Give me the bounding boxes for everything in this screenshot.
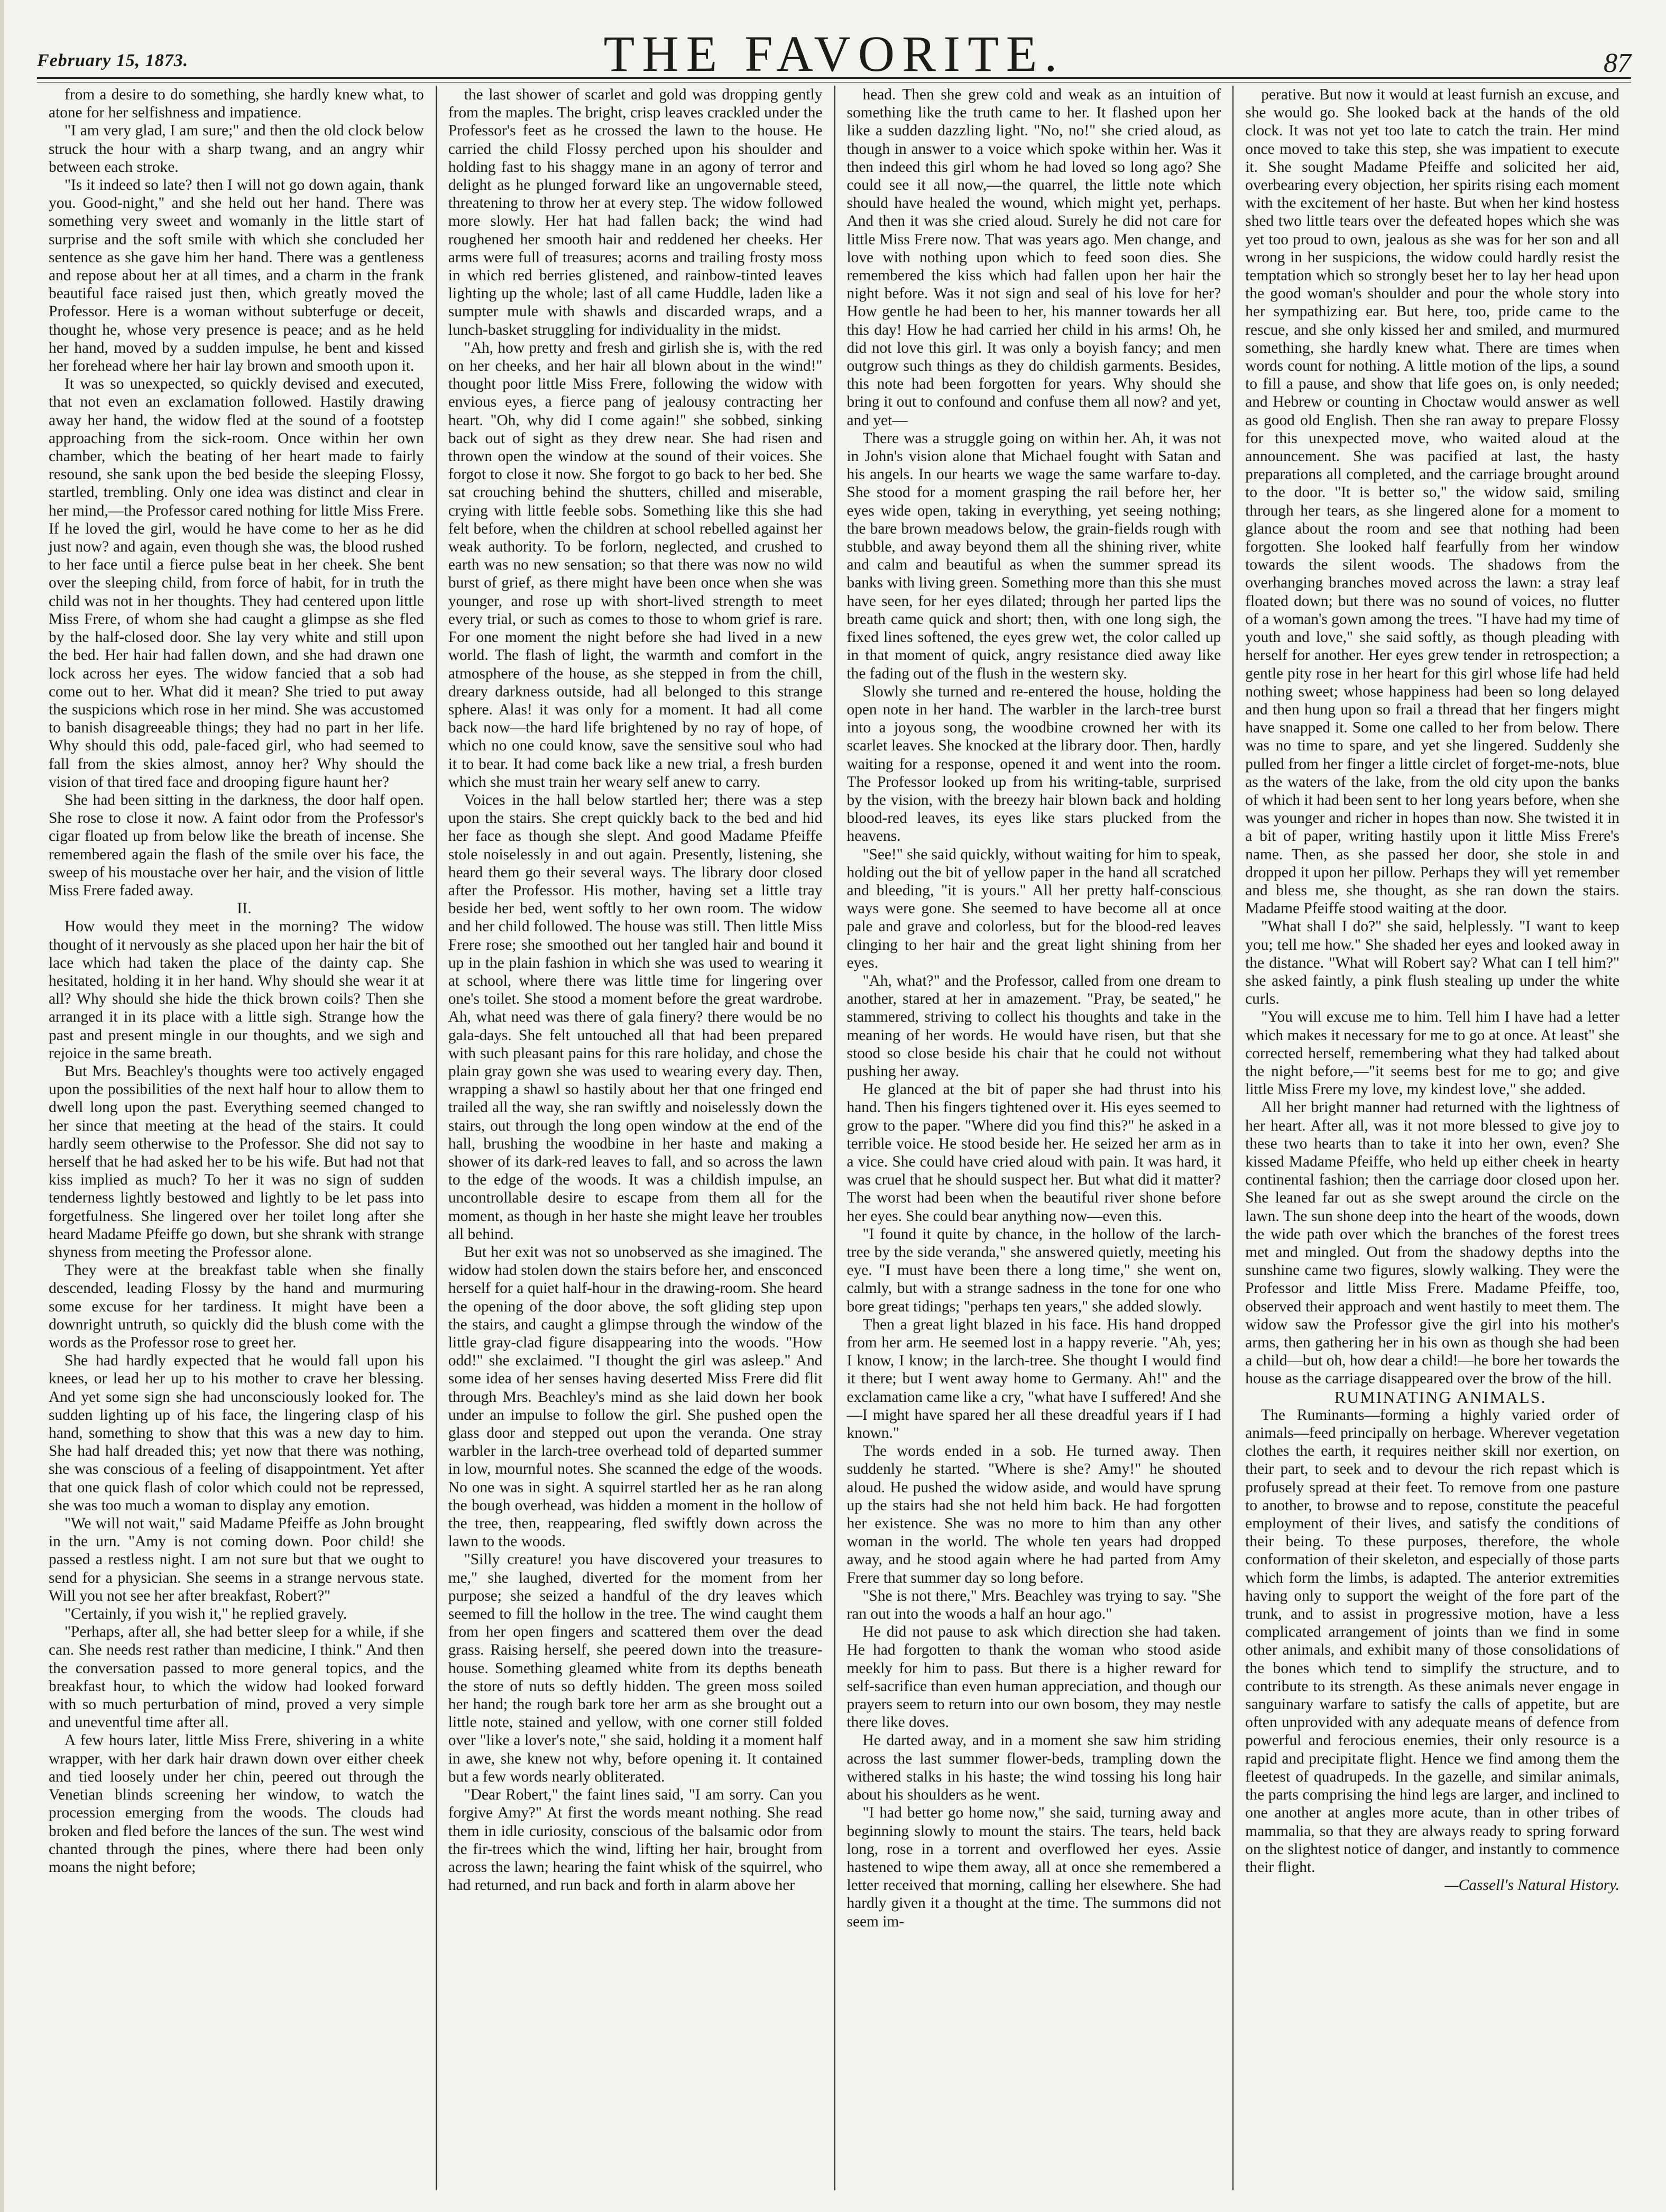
column-4 — [1232, 86, 1631, 2190]
paragraph: A few hours later, little Miss Frere, shivering in a white wrapper, with her dark hair drawn down over either cheek and tied loosely under her chin, peered out through the Venetian blinds screening her window, to watch the procession emerging from the woods. The clouds had broken and fled before the lances of the sun. The west wind chanted through the pines, where there had been only moans the night before; — [49, 1732, 424, 1876]
paragraph: Voices in the hall below startled her; there was a step upon the stairs. She crept quickly back to the bed and hid her face as though she slept. And good Madame Pfeiffe stole noiselessly in and out again. Presently, listening, she heard them go their several ways. The library door closed after the Professor. His mother, having set a little tray beside her bed, went softly to her own room. The widow and her child followed. The house was still. Then little Miss Frere rose; she smoothed out her tangled hair and bound it up in the plain fashion in which she was used to wearing it at school, where there was little time for lingering over one's toilet. She stood a moment before the great wardrobe. Ah, what need was there of gala finery? there would be no gala-days. She felt untouched all that had been prepared with such pleasant pains for this rare holiday, and chose the plain gray gown she was used to wearing every day. Then, wrapping a shawl so hastily about her that one fringed end trailed all the way, she ran swiftly and noiselessly down the stairs, out through the long open window at the end of the hall, brushing the woodbine in her haste and making a shower of its dark-red leaves to fall, and so across the lawn to the edge of the woods. It was a childish impulse, an uncontrollable desire to escape from them all for the moment, as though in her haste she might leave her troubles all behind. — [448, 791, 823, 1243]
paragraph: "I found it quite by chance, in the hollow of the larch-tree by the side veranda," she answered quietly, meeting his eye. "I must have been there a long time," she went on, calmly, but with a strange sadness in the tone for one who bore great tidings; "perhaps ten years," she added slowly. — [846, 1225, 1221, 1315]
paragraph: "Ah, how pretty and fresh and girlish she is, with the red on her cheeks, and her hair all blown about in the wind!" thought poor little Miss Frere, following the widow with envious eyes, a fierce pang of jealousy contracting her heart. "Oh, why did I come again!" she sobbed, sinking back out of sight as they drew near. She had risen and thrown open the window at the sound of their voices. She forgot to close it now. She forgot to go back to her bed. She sat crouching behind the shutters, chilled and miserable, crying with little feeble sobs. Something like this she had felt before, when the children at school rebelled against her weak authority. To be forlorn, neglected, and crushed to earth was no new sensation; so that there was now no wild burst of grief, as there might have been once when she was younger, and rose up with short-lived strength to meet every trial, or such as comes to those to whom grief is rare. For one moment the night before she had lived in a new world. The flash of light, the warmth and comfort in the atmosphere of the house, as she stepped in from the chill, dreary darkness outside, had all belonged to this strange sphere. Alas! it was only for a moment. It had all come back now—the hard life brightened by no ray of hope, of which no one could know, save the sensitive soul who had it to bear. It had come back like a new trial, a fresh burden which she must train her weary self anew to carry. — [448, 339, 823, 791]
paragraph: Then a great light blazed in his face. His hand dropped from her arm. He seemed lost in a happy reverie. "Ah, yes; I know, I know; in the larch-tree. She thought I would find it there; but I went away home to Germany. Ah!" and the exclamation came like a cry, "what have I suffered! And she—I might have spared her all these dreadful years if I had known." — [846, 1316, 1221, 1442]
paragraph: Slowly she turned and re-entered the house, holding the open note in her hand. The warbler in the larch-tree burst into a joyous song, the woodbine crowned her with its scarlet leaves. She knocked at the library door. Then, hardly waiting for a response, opened it and went into the room. The Professor looked up from his writing-table, surprised by the vision, with the breezy hair blown back and holding blood-red leaves, its eyes like stars plucked from the heavens. — [846, 683, 1221, 845]
paragraph: It was so unexpected, so quickly devised and executed, that not even an exclamation followed. Hastily drawing away her hand, the widow fled at the sound of a footstep approaching from the sick-room. Once within her own chamber, which the beating of her heart made to fairly resound, she sank upon the bed beside the sleeping Flossy, startled, trembling. Only one idea was distinct and clear in her mind,—the Professor cared nothing for little Miss Frere. If he loved the girl, would he have come to her as he did just now? and again, even though she was, the blood rushed to her face until a fierce pulse beat in her cheek. She bent over the sleeping child, from force of habit, for in truth the child was not in her thoughts. They had centered upon little Miss Frere, of whom she had caught a glimpse as she fled by the half-closed door. She lay very white and still upon the bed. Her hair had fallen down, and she had drawn one lock across her eyes. The widow fancied that a sob had come out to her. What did it mean? She tried to put away the suspicions which rose in her mind. She was accustomed to banish disagreeable things; they had no part in her life. Why should this odd, pale-faced girl, who had seemed to fall from the skies almost, annoy her? Why should the vision of that tired face and drooping figure haunt her? — [49, 375, 424, 791]
column-1-text-a — [49, 86, 424, 900]
article-heading: RUMINATING ANIMALS. — [1334, 1387, 1547, 1407]
paragraph: from a desire to do something, she hardly knew what, to atone for her selfishness and impatience. — [49, 86, 424, 122]
paragraph: head. Then she grew cold and weak as an intuition of something like the truth came to her. It flashed upon her like a sudden dazzling light. "No, no!" she cried aloud, as though in answer to a voice which spoke within her. Was it then indeed this girl whom he had loved so long ago? She could see it all now,—the quarrel, the little note which should have healed the wound, which might yet, perhaps. And then it was she cried aloud. Surely he did not care for little Miss Frere now. That was years ago. Men change, and love with nothing upon which to feed soon dies. She remembered the kiss which had fallen upon her hair the night before. Was it not sign and seal of his love for her? How gentle he had been to her, his manner towards her all this day! How he had carried her child in his arms! Oh, he did not love this girl. It was only a boyish fancy; and men outgrow such things as they do childish garments. Besides, this note had been forgotten for years. Why should she bring it out to confound and confuse them all now? and yet, and yet— — [846, 86, 1221, 429]
paragraph: There was a struggle going on within her. Ah, it was not in John's vision alone that Michael fought with Satan and his angels. In our hearts we wage the same warfare to-day. She stood for a moment grasping the rail before her, her eyes wide open, taking in everything, yet seeing nothing; the bare brown meadows below, the grain-fields rough with stubble, and away beyond them all the shining river, white and calm and beautiful as when the summer spread its banks with living green. Something more than this she must have seen, for her eyes dilated; through her parted lips the breath came quick and short; then, with one long sigh, the fixed lines softened, the eyes grew wet, the color called up in that moment of quick, angry resistance died away like the fading out of the flush in the western sky. — [846, 429, 1221, 682]
paragraph: All her bright manner had returned with the lightness of her heart. After all, was it not more blessed to give joy to these two hearts than to take it into her own, even? She kissed Madame Pfeiffe, who held up either cheek in hearty continental fashion; then the carriage door closed upon her. She leaned far out as she swept around the circle on the lawn. The sun shone deep into the heart of the woods, down the wide path over which the branches of the forest trees met and mingled. Out from the shadowy depths into the sunshine came two figures, slowly walking. They were the Professor and little Miss Frere. Madame Pfeiffe, too, observed their approach and went hastily to meet them. The widow saw the Professor give the girl into his mother's arms, then gathering her in his own as though she had been a child—but oh, how dear a child!—he bore her towards the house as the carriage disappeared over the brow of the hill. — [1245, 1099, 1619, 1388]
paragraph: He did not pause to ask which direction she had taken. He had forgotten to thank the woman who stood aside meekly for him to pass. But there is a higher reward for self-sacrifice than even human appreciation, and though our prayers seem to return into our own bosom, they may nestle there like doves. — [846, 1623, 1221, 1731]
paragraph: "Silly creature! you have discovered your treasures to me," she laughed, diverted for the moment from her purpose; she seized a handful of the dry leaves which seemed to fill the hollow in the tree. The wind caught them from her open fingers and scattered them over the dead grass. Raising herself, she peered down into the treasure-house. Something gleamed white from its depths beneath the store of nuts so deftly hidden. The green moss soiled her hand; the rough bark tore her arm as she brought out a little note, stained and yellow, with one corner still folded over "like a lover's note," she said, holding it a moment half in awe, she knew not why, before opening it. It contained but a few words nearly obliterated. — [448, 1551, 823, 1785]
paragraph: The Ruminants—forming a highly varied order of animals—feed principally on herbage. Wherever vegetation clothes the earth, it requires neither skill nor exertion, on their part, to seek and to devour the rich repast which is profusely spread at their feet. To remove from one pasture to another, to browse and to repose, constitute the peaceful employment of their lives, and satisfy the conditions of their being. To these purposes, therefore, the whole conformation of their skeleton, and especially of those parts which form the limbs, is adapted. The anterior extremities having only to support the weight of the fore part of the trunk, and to assist in progressive motion, have a less complicated arrangement of joints than we find in some other animals, and exhibit many of those consolidations of the bones which tend to simplify the structure, and to contribute to its strength. As these animals never engage in sanguinary warfare to satisfy the calls of appetite, but are often unprovided with any adequate means of defence from powerful and ferocious enemies, their only resource is a rapid and precipitate flight. Hence we find among them the fleetest of quadrupeds. In the gazelle, and similar animals, the parts comprising the hind legs are larger, and inclined to one another at angles more acute, than in other tribes of mammalia, so that they are always ready to spring forward on the slightest notice of danger, and instantly to commence their flight. — [1245, 1406, 1619, 1876]
paragraph: "I am very glad, I am sure;" and then the old clock below struck the hour with a sharp twang, and an angry whir between each stroke. — [49, 122, 424, 176]
paragraph: "I had better go home now," she said, turning away and beginning slowly to mount the stairs. The tears, held back long, rose in a torrent and overflowed her eyes. Assie hastened to wipe them away, all at once she remembered a letter received that morning, calling her elsewhere. She had hardly given it a thought at the time. The summons did not seem im- — [846, 1804, 1221, 1930]
paragraph: "We will not wait," said Madame Pfeiffe as John brought in the urn. "Amy is not coming down. Poor child! she passed a restless night. I am not sure but that we ought to send for a physician. She seems in a strange nervous state. Will you not see her after breakfast, Robert?" — [49, 1515, 424, 1604]
page-number: 87 — [1604, 48, 1631, 78]
paragraph: "Ah, what?" and the Professor, called from one dream to another, stared at her in amazement. "Pray, be seated," he stammered, striving to collect his thoughts and take in the meaning of her words. He would have risen, but that she stood so close beside his chair that he could not without pushing her away. — [846, 972, 1221, 1080]
paragraph: She had been sitting in the darkness, the door half open. She rose to close it now. A faint odor from the Professor's cigar floated up from below like the breath of incense. She remembered again the flash of the smile over his face, the sweep of his moustache over her hair, and the vision of little Miss Frere faded away. — [49, 791, 424, 899]
page-header — [37, 10, 1631, 82]
column-2 — [436, 86, 834, 2190]
paragraph: perative. But now it would at least furnish an excuse, and she would go. She looked back at the hands of the old clock. It was not yet too late to catch the train. Her mind once moved to take this step, she was impatient to execute it. She sought Madame Pfeiffe and solicited her aid, overbearing every objection, her spirits rising each moment with the excitement of her haste. But when her kind hostess shed two little tears over the defeated hopes which she was yet too proud to own, jealous as she was for her son and all wrong in her suspicions, the widow could hardly resist the temptation which so strongly beset her to lay her head upon the good woman's shoulder and pour the whole story into her sympathizing ear. But here, too, pride came to the rescue, and she only kissed her and smiled, and murmured something, she hardly knew what. There are times when words count for nothing. A little motion of the lips, a sound to fill a pause, and show that life goes on, is only needed; and Hebrew or counting in Choctaw would answer as well as good old English. Then she ran away to prepare Flossy for this unexpected move, who waited aloud at the announcement. She was pacified at last, the hasty preparations all completed, and the carriage brought around to the door. "It is better so," the widow said, smiling through her tears, as she lingered alone for a moment to glance about the room and see that nothing had been forgotten. She looked half fearfully from her window towards the silent woods. The shadows from the overhanging branches moved across the lawn: a stray leaf floated down; but there was no sound of voices, no flutter of a woman's gown among the trees. "I have had my time of youth and love," she said softly, as though pleading with herself for another. Her eyes grew tender in retrospection; a gentle pity rose in her heart for this girl whose life had held nothing sweet; whose happiness had been so long delayed and then hung upon so frail a thread that her fingers might have snapped it. Some one called to her from below. There was no time to spare, and yet she lingered. Suddenly she pulled from her finger a little circlet of forget-me-nots, blue as the waters of the lake, from the old city upon the banks of which it had been sent to her long years before, when she was younger and richer in hopes than now. She twisted it in a bit of paper, writing hastily upon it little Miss Frere's name. Then, as she passed her door, she stole in and dropped it upon her pillow. Perhaps they will yet remember and bless me, she thought, as she ran down the stairs. Madame Pfeiffe stood waiting at the door. — [1245, 86, 1619, 917]
paragraph: "Dear Robert," the faint lines said, "I am sorry. Can you forgive Amy?" At first the words meant nothing. She read them in idle curiosity, conscious of the balsamic odor from the fir-trees which the wind, lifting her hair, brought from across the lawn; hearing the faint whisk of the squirrel, who had returned, and run back and forth in alarm above her — [448, 1786, 823, 1894]
issue-date: February 15, 1873. — [37, 51, 189, 70]
page-edge — [0, 0, 4, 2212]
paragraph: They were at the breakfast table when she finally descended, leading Flossy by the hand and murmuring some excuse for her tardiness. It might have been a downright untruth, so quickly did the blush come with the words as the Professor rose to greet her. — [49, 1262, 424, 1352]
paragraph: She had hardly expected that he would fall upon his knees, or lead her up to his mother to crave her blessing. And yet some sign she had unconsciously looked for. The sudden lighting up of his face, the lingering clasp of his hand, something to show that this was a new day to him. She had half dreaded this; yet now that there was nothing, she was conscious of a feeling of disappointment. Yet after that one quick flash of color which could not be repressed, she was too much a woman to display any emotion. — [49, 1352, 424, 1514]
column-1 — [37, 86, 436, 2190]
source-credit: —Cassell's Natural History. — [1444, 1877, 1619, 1894]
paragraph: "See!" she said quickly, without waiting for him to speak, holding out the bit of yellow paper in the hand all scratched and bleeding, "it is yours." All her pretty half-conscious ways were gone. She seemed to have become all at once pale and grave and colorless, but for the blood-red leaves clinging to her hair and the great light shining from her eyes. — [846, 846, 1221, 971]
paragraph: "What shall I do?" she said, helplessly. "I want to keep you; tell me how." She shaded her eyes and looked away in the distance. "What will Robert say? What can I tell him?" she asked faintly, a pink flush stealing up under the white curls. — [1245, 918, 1619, 1008]
paragraph: "Is it indeed so late? then I will not go down again, thank you. Good-night," and she held out her hand. There was something very sweet and womanly in the little start of surprise and the soft smile with which she concluded her sentence as she gave him her hand. There was a gentleness and repose about her at all times, and a charm in the frank beautiful face raised just then, which greatly moved the Professor. Here is a woman without subterfuge or deceit, thought he, whose very presence is peace; and as he held her hand, moved by a sudden impulse, he bent and kissed her forehead where her hair lay brown and smooth upon it. — [49, 177, 424, 375]
section-number: II. — [237, 900, 252, 917]
paragraph: He darted away, and in a moment she saw him striding across the last summer flower-beds, trampling down the withered stalks in his haste; the wind tossing his long hair about his shoulders as he went. — [846, 1732, 1221, 1804]
column-1-text-b — [49, 917, 424, 1876]
header-rule — [37, 77, 1631, 82]
paragraph: The words ended in a sob. He turned away. Then suddenly he started. "Where is she? Amy!" he shouted aloud. He pushed the widow aside, and would have sprung up the stairs had she not held him back. He had forgotten her existence. She was no more to him than any other woman in the world. The whole ten years had dropped away, and he stood again where he had parted from Amy Frere that summer day so long before. — [846, 1443, 1221, 1586]
paragraph: "Certainly, if you wish it," he replied gravely. — [65, 1605, 347, 1623]
paragraph: He glanced at the bit of paper she had thrust into his hand. Then his fingers tightened over it. His eyes seemed to grow to the paper. "Where did you find this?" he asked in a terrible voice. He stood beside her. He seized her arm as in a vice. She could have cried aloud with pain. It was hard, it was cruel that he should suspect her. But what did it matter? The worst had been when the beautiful river shone before her eyes. She could bear anything now—even this. — [846, 1081, 1221, 1225]
paragraph: "Perhaps, after all, she had better sleep for a while, if she can. She needs rest rather than medicine, I think." And then the conversation passed to more general topics, and the breakfast hour, to which the widow had looked forward with so much perturbation of mind, proved a very simple and uneventful time after all. — [49, 1623, 424, 1731]
paragraph: How would they meet in the morning? The widow thought of it nervously as she placed upon her hair the bit of lace which had taken the place of the dainty cap. She hesitated, holding it in her hand. Why should she wear it at all? Why should she hide the thick brown coils? Then she arranged it in its place with a little sigh. Strange how the past and present mingle in our thoughts, and we sigh and rejoice in the same breath. — [49, 918, 424, 1062]
paragraph: But Mrs. Beachley's thoughts were too actively engaged upon the possibilities of the next half hour to allow them to dwell long upon the past. Everything seemed changed to her since that meeting at the head of the stairs. It could hardly seem otherwise to the Professor. She did not say to herself that he had asked her to be his wife. But had not that kiss implied as much? To her it was no sign of sudden tenderness lightly bestowed and lightly to be let pass into forgetfulness. She lingered over her toilet long after she heard Madame Pfeiffe go down, but she shrank with strange shyness from meeting the Professor alone. — [49, 1062, 424, 1261]
columns — [37, 86, 1631, 2190]
paragraph: "You will excuse me to him. Tell him I have had a letter which makes it necessary for me to go at once. At least" she corrected herself, remembering what they had talked about the night before,—"it seems best for me to go; and give little Miss Frere my love, my kindest love," she added. — [1245, 1008, 1619, 1098]
paragraph: the last shower of scarlet and gold was dropping gently from the maples. The bright, crisp leaves crackled under the Professor's feet as he crossed the lawn to the house. He carried the child Flossy perched upon his shoulder and holding fast to his shaggy mane in an agony of terror and delight as he plunged forward like an ungovernable steed, threatening to throw her at every step. The widow followed more slowly. Her hat had fallen back; the wind had roughened her smooth hair and reddened her cheeks. Her arms were full of treasures; acorns and trailing frosty moss in which red berries glistened, and rainbow-tinted leaves lighting up the whole; last of all came Huddle, laden like a sumpter mule with shawls and discarded wraps, and a lunch-basket struggling for individuality in the midst. — [448, 86, 823, 338]
column-3 — [834, 86, 1233, 2190]
paragraph: "She is not there," Mrs. Beachley was trying to say. "She ran out into the woods a half an hour ago." — [846, 1587, 1221, 1623]
paragraph: But her exit was not so unobserved as she imagined. The widow had stolen down the stairs before her, and ensconced herself for a quiet half-hour in the drawing-room. She heard the opening of the door above, the soft gliding step upon the stairs, and caught a glimpse through the window of the little gray-clad figure disappearing into the woods. "How odd!" she exclaimed. "I thought the girl was asleep." And some idea of her senses having deserted Miss Frere did flit through Mrs. Beachley's mind as she laid down her book under an impulse to follow the girl. She pushed open the glass door and stepped out upon the veranda. One stray warbler in the larch-tree overhead told of departed summer in low, mournful notes. She scanned the edge of the woods. No one was in sight. A squirrel startled her as he ran along the bough overhead, was hidden a moment in the hollow of the tree, then, reappearing, fled swiftly down across the lawn to the woods. — [448, 1244, 823, 1550]
masthead-title: THE FAVORITE. — [603, 25, 1065, 82]
